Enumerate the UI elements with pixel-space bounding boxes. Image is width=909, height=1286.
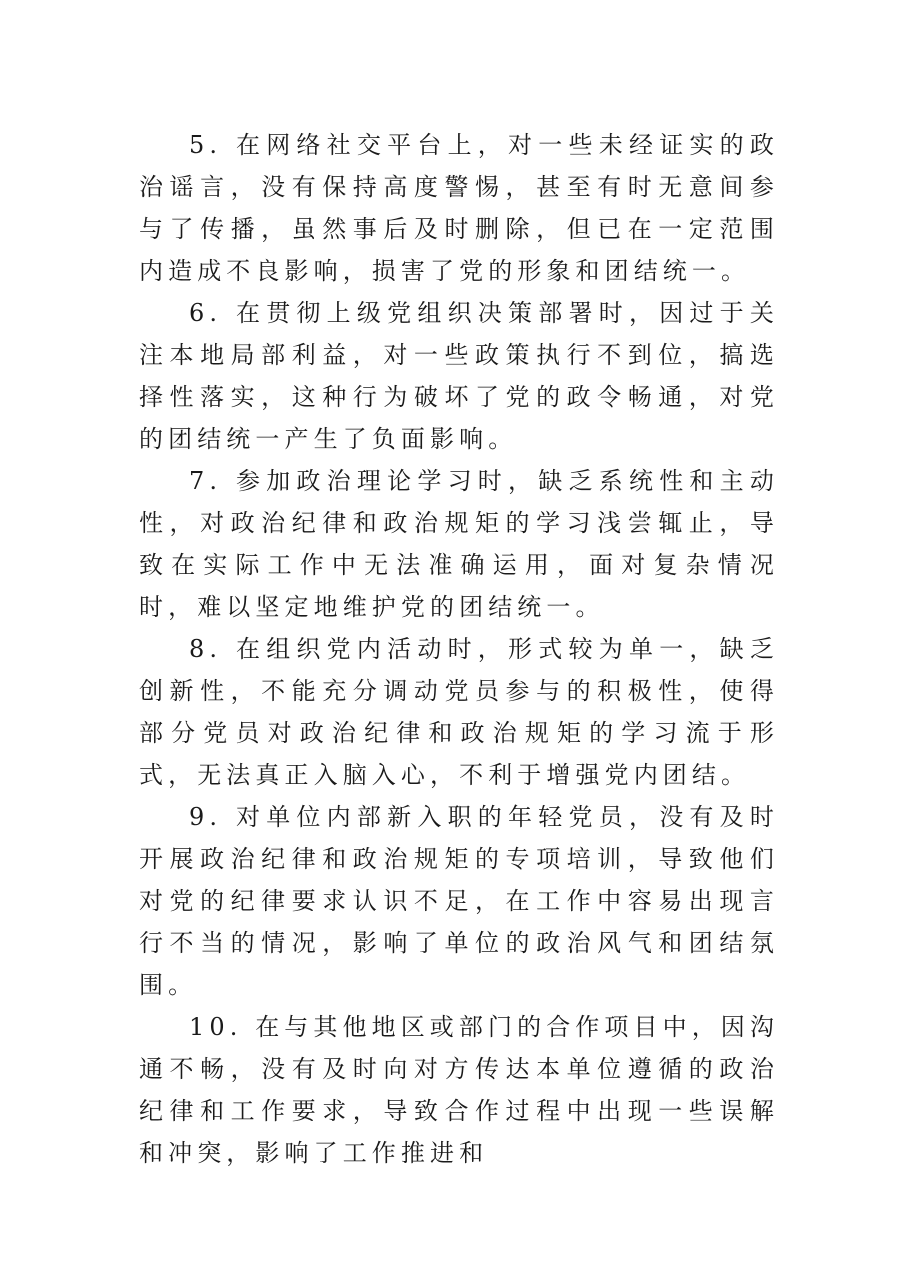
paragraph-item-7: 7. 参加政治理论学习时，缺乏系统性和主动性，对政治纪律和政治规矩的学习浅尝辄止，导致在实际工作中无法准确运用，面对复杂情况时，难以坚定地维护党的团结统一。	[139, 467, 779, 621]
paragraph-item-6: 6. 在贯彻上级党组织决策部署时，因过于关注本地局部利益，对一些政策执行不到位，搞选择性落实，这种行为破坏了党的政令畅通，对党的团结统一产生了负面影响。	[139, 299, 779, 453]
paragraph-item-8: 8. 在组织党内活动时，形式较为单一，缺乏创新性，不能充分调动党员参与的积极性，使得部分党员对政治纪律和政治规矩的学习流于形式，无法真正入脑入心，不利于增强党内团结。	[139, 635, 779, 789]
paragraph-item-10: 10. 在与其他地区或部门的合作项目中，因沟通不畅，没有及时向对方传达本单位遵循的政治纪律和工作要求，导致合作过程中出现一些误解和冲突，影响了工作推进和	[139, 1013, 779, 1167]
document-body	[139, 124, 779, 1174]
paragraph-item-5: 5. 在网络社交平台上，对一些未经证实的政治谣言，没有保持高度警惕，甚至有时无意间参与了传播，虽然事后及时删除，但已在一定范围内造成不良影响，损害了党的形象和团结统一。	[139, 131, 779, 285]
paragraph-item-9: 9. 对单位内部新入职的年轻党员，没有及时开展政治纪律和政治规矩的专项培训，导致他们对党的纪律要求认识不足，在工作中容易出现言行不当的情况，影响了单位的政治风气和团结氛围。	[139, 803, 779, 999]
